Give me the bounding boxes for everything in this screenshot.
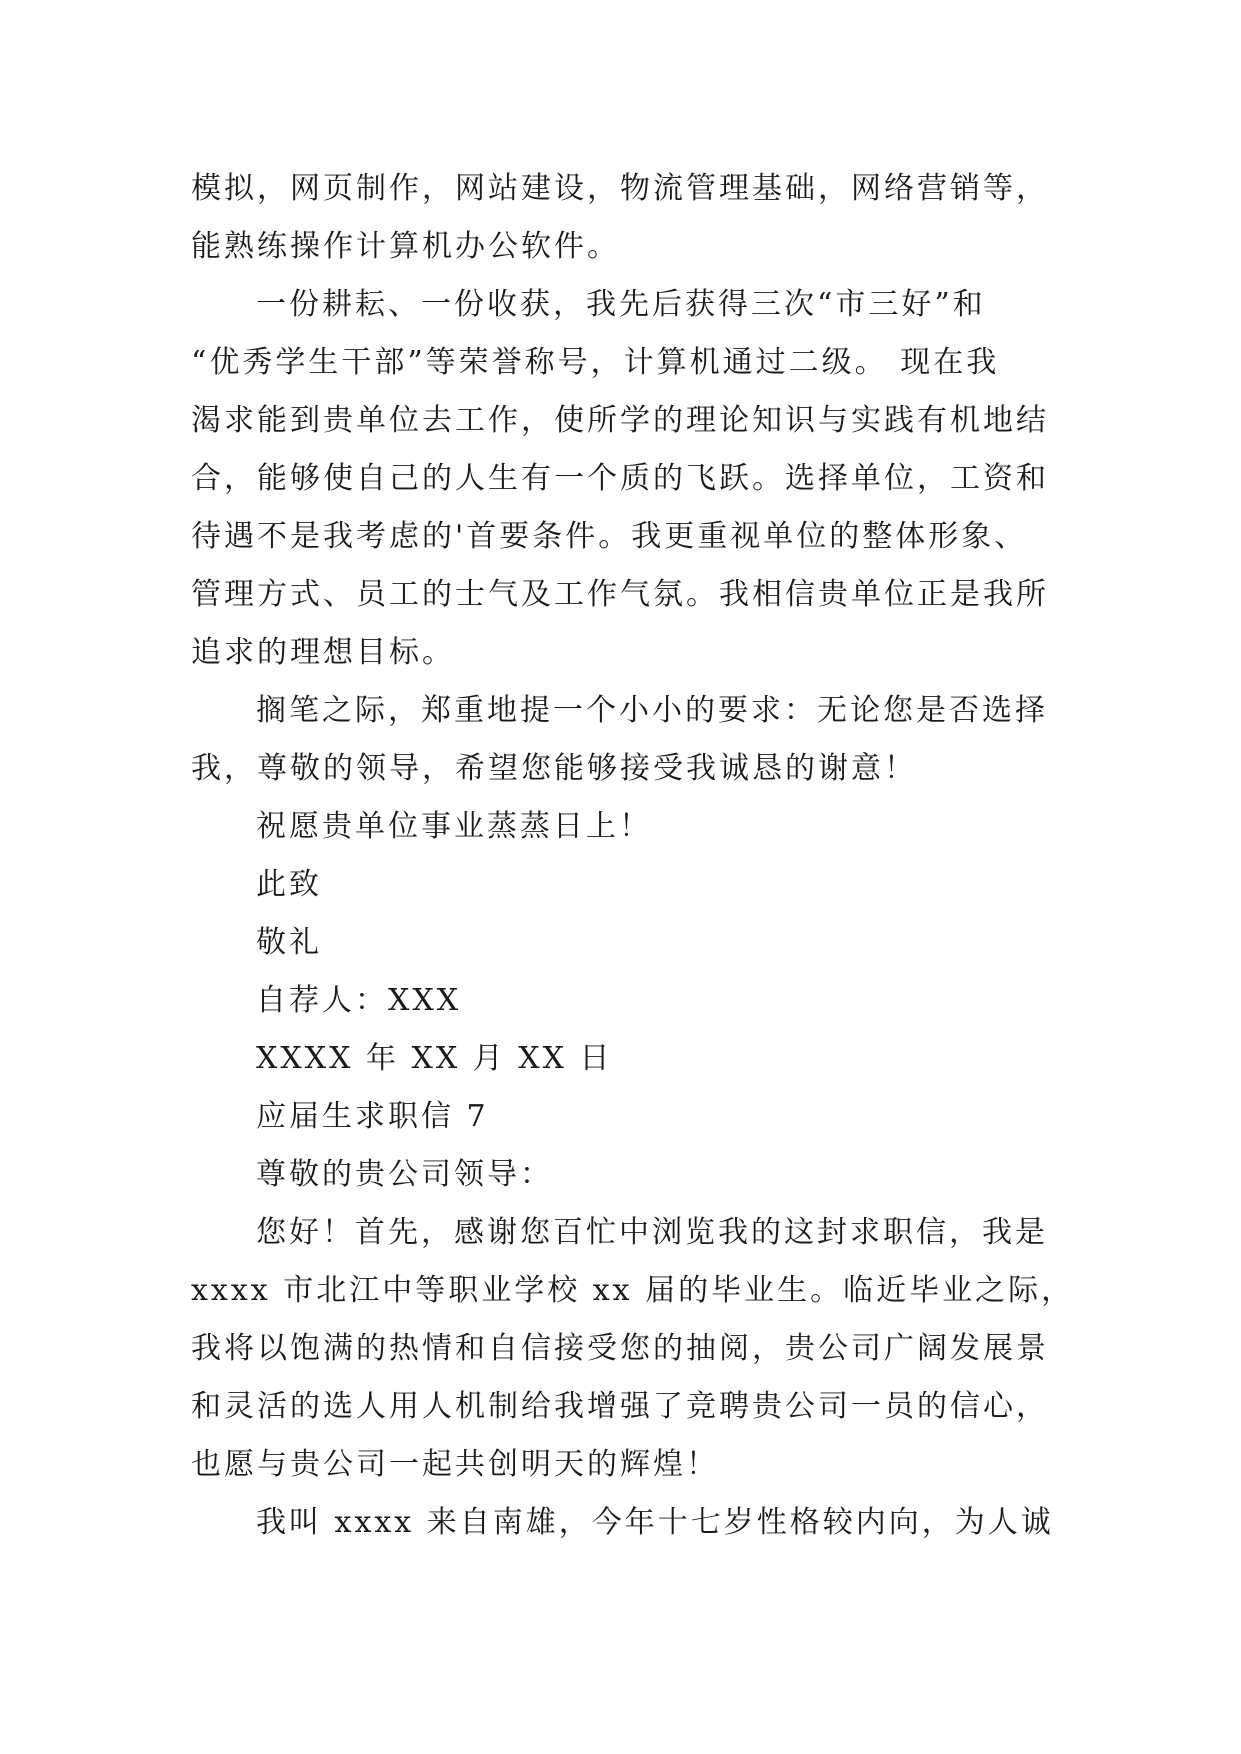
text-line: 和灵活的选人用人机制给我增强了竞聘贵公司一员的信心， bbox=[191, 1389, 1049, 1424]
text-line: 能熟练操作计算机办公软件。 bbox=[191, 229, 620, 264]
text-line: 尊敬的贵公司领导： bbox=[256, 1157, 553, 1192]
letter-body bbox=[191, 160, 1075, 1552]
text-line: 我将以饱满的热情和自信接受您的抽阅，贵公司广阔发展景 bbox=[191, 1331, 1049, 1366]
text-line: 模拟，网页制作，网站建设，物流管理基础，网络营销等， bbox=[191, 171, 1049, 206]
text-line: 祝愿贵单位事业蒸蒸日上！ bbox=[256, 809, 652, 844]
text-line: 合，能够使自己的人生有一个质的飞跃。选择单位，工资和 bbox=[191, 461, 1049, 496]
text-line: XXXX 年 XX 月 XX 日 bbox=[256, 1041, 613, 1076]
text-line: 我叫 xxxx 来自南雄，今年十七岁性格较内向，为人诚 bbox=[256, 1505, 1054, 1540]
text-line: 自荐人：XXX bbox=[256, 983, 462, 1018]
text-line: 追求的理想目标。 bbox=[191, 635, 455, 670]
text-line: 一份耕耘、一份收获，我先后获得三次“市三好”和 bbox=[256, 287, 986, 322]
text-line: 搁笔之际，郑重地提一个小小的要求：无论您是否选择 bbox=[256, 693, 1048, 728]
text-line: 渴求能到贵单位去工作，使所学的理论知识与实践有机地结 bbox=[191, 403, 1049, 438]
text-line: 敬礼 bbox=[256, 925, 322, 960]
text-line: 管理方式、员工的士气及工作气氛。我相信贵单位正是我所 bbox=[191, 577, 1049, 612]
text-line: 也愿与贵公司一起共创明天的辉煌！ bbox=[191, 1447, 719, 1482]
text-line: “优秀学生干部”等荣誉称号，计算机通过二级。 现在我 bbox=[191, 345, 1000, 380]
text-line: 应届生求职信 7 bbox=[256, 1099, 489, 1134]
text-line: xxxx 市北江中等职业学校 xx 届的毕业生。临近毕业之际， bbox=[191, 1273, 1075, 1308]
text-line: 我，尊敬的领导，希望您能够接受我诚恳的谢意！ bbox=[191, 751, 917, 786]
text-line: 待遇不是我考虑的'首要条件。我更重视单位的整体形象、 bbox=[191, 519, 1028, 554]
text-line: 您好！首先，感谢您百忙中浏览我的这封求职信，我是 bbox=[256, 1215, 1048, 1250]
text-line: 此致 bbox=[256, 867, 322, 902]
